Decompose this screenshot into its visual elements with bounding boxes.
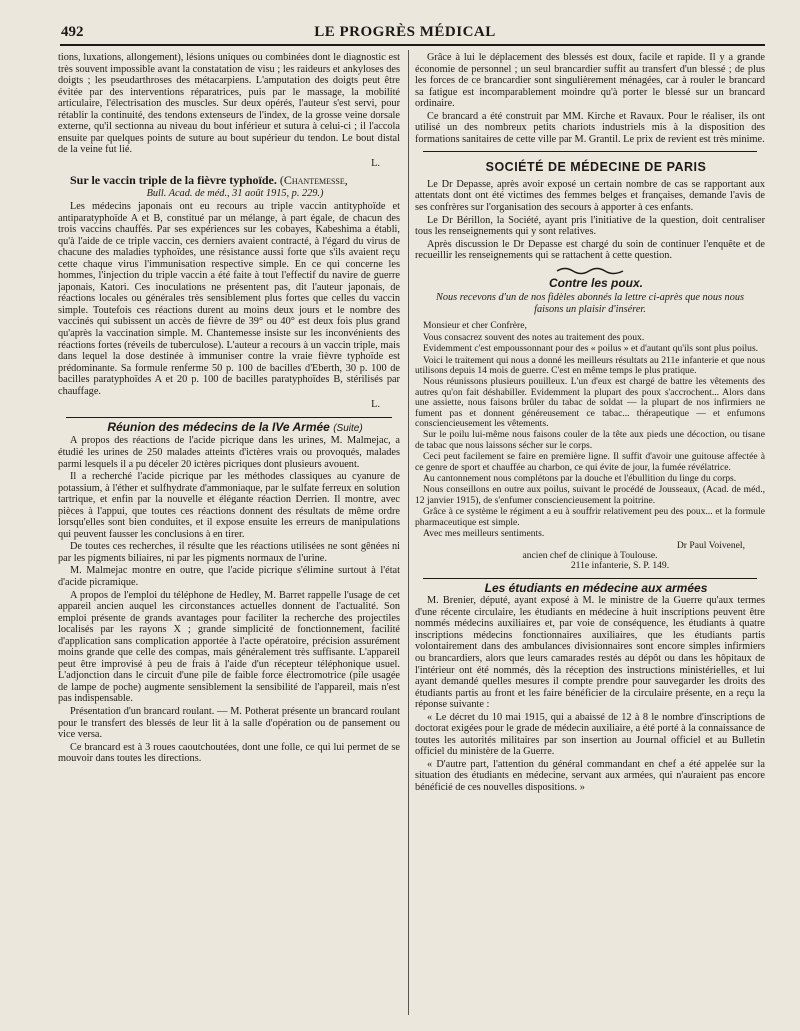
section-rule-2 — [423, 151, 757, 152]
poux-line-7: Au cantonnement nous complétons par la douche et l'ébullition du linge du corps. — [423, 473, 737, 485]
left-column — [58, 52, 400, 1014]
poux-line-10: Avec mes meilleurs sentiments. — [423, 528, 545, 540]
ornament-flourish-icon — [555, 266, 625, 276]
ornament-divider — [415, 266, 765, 276]
etudiants-paragraph-2: « Le décret du 10 mai 1915, qui a abaissé de 12 à 8 le nombre d'inscriptions de doctorat exigées pour le grade de médecin auxiliaire, a été porté à la connaissance de toutes les autorités militaires par son insertion au Journal officiel et au Bulletin officiel du ministère de la Guerre. — [415, 711, 765, 758]
poux-salutation: Monsieur et cher Confrère, — [423, 320, 527, 332]
page-number: 492 — [61, 24, 84, 40]
poux-signature-unit: 211e infanterie, S. P. 149. — [570, 560, 670, 572]
reunion-suite: (Suite) — [333, 422, 363, 434]
header-rule — [60, 44, 765, 46]
journal-title: LE PROGRÈS MÉDICAL — [314, 24, 496, 40]
continued-paragraph: tions, luxations, allongement), lésions uniques ou combinées dont le diagnostic est très souvent impossible avant la constatation de visu ; les raideurs et ankyloses des doigts ; les pseudarthroses des métacarpiens. L'amputation des doigts peut être évitée par des interventions réparatrices, puis par le massage, la mobilité articulaire, l'électrisation des muscles. Sur deux opérés, l'auteur s'est servi, pour rétablir la continuité, des tendons extenseurs de l'index, de la grosse veine dorsale externe, qu'il sectionna au niveau du bout inférieur et sutura à celui-ci ; il l'accola ensuite par quelques points de suture au bout supérieur du tendon. Le bout distal de la veine fut lié. — [58, 52, 400, 156]
poux-line-2: Evidemment c'est empoussonnant pour des « poilus » et d'autant qu'ils sont plus poilus. — [423, 343, 759, 355]
poux-section-title: Contre les poux. — [548, 275, 643, 290]
reunion-paragraph-7: Ce brancard est à 3 roues caoutchoutées, dont une folle, ce qui lui permet de se mouvoir dans toutes les directions. — [58, 741, 400, 765]
societe-section-title: SOCIÉTÉ DE MÉDECINE DE PARIS — [485, 160, 707, 175]
vaccine-author: (Chantemesse, — [279, 173, 348, 188]
signature-initial: L. — [371, 157, 380, 169]
reunion-paragraph-1: A propos des réactions de l'acide picrique dans les urines, M. Malmejac, a étudié les urines de 250 malades atteints d'ictères vrais ou provoqués, malades parmi lesquels il a pu déceler 20 ictères picriques dont plusieurs avouent. — [58, 435, 400, 470]
reunion-paragraph-2: Il a recherché l'acide picrique par les méthodes classiques au cyanure de potassium, à l'éther et sulfhydrate d'ammoniaque, par le sulfate ferreux en solution tartrique, et enfin par la nouvelle et élégante réaction Derrien. Il montre, avec pièces à l'appui, que toutes ces réactions donnent des résultats de même ordre lorsqu'elles sont bien conduites, et il expose ensuite les erreurs de manipulations qui peuvent fausser les conclusions à en tirer. — [58, 471, 400, 540]
poux-line-9: Grâce à ce système le régiment a eu à souffrir relativement peu des poux... et la formule pharmaceutique est simple. — [415, 506, 765, 528]
signature-initial-2: L. — [371, 399, 380, 411]
etudiants-section-title: Les étudiants en médecine aux armées — [484, 580, 708, 595]
etudiants-paragraph-1: M. Brenier, député, ayant exposé à M. le ministre de la Guerre qu'aux termes d'une récente circulaire, les étudiants en médecine à huit inscriptions peuvent être nommés médecins auxiliaires et, par voie de conséquence, les étudiants à quatre inscriptions médecins fonctionnaires auxiliaires, que les étudiants partis volontairement dans des ambulances divisionnaires sont encore simples infirmiers ou brancardiers, alors que leurs camarades restés au dépôt ou dans les hôpitaux de l'intérieur ont été nommés, dès la réception des instructions ministérielles, et lui ayant demandé quelles mesures il compte prendre pour sauvegarder les droits des étudiants partis au front et les faire bénéficier de la circulaire présente, en a reçu la réponse suivante : — [415, 595, 765, 711]
poux-intro: Nous recevons d'un de nos fidèles abonnés la lettre ci-après que nous nous faisons un plaisir d'insérer. — [435, 292, 744, 315]
page-header — [55, 22, 755, 44]
poux-line-5: Sur le poilu lui-même nous faisons couler de la tête aux pieds une décoction, ou tisane de tabac que nous laissons sécher sur le corps. — [415, 429, 765, 451]
poux-line-8: Nous conseillons en outre aux poilus, suivant le procédé de Jousseaux, (Acad. de méd., 12 janvier 1915), de s'enfumer consciencieusement la poitrine. — [415, 484, 765, 506]
vaccine-paragraph: Les médecins japonais ont eu recours au triple vaccin antityphoïde et antiparatyphoïde A et B, constitué par un mélange, à part égale, de chacun des trois vaccins chauffés. Par ses expériences sur les cobayes, Kabeshima a établi, qu'à l'aide de ce triple vaccin, ces derniers avaient contracté, à l'égard du virus de chacune des maladies typhoïdes, une résistance aussi forte que s'ils avaient reçu cette chaque virus l'immunisation respective simple. En ce qui concerne les hommes, l'injection du triple vaccin a été faite à tout l'effectif du navire de guerre japonais, Katori. Ces inoculations ne présentent pas, dit l'auteur japonais, de réactions locales ou générales très sensiblement plus fortes que celles du vaccin simple. Toutefois ces réactions durent au moins deux jours et le nombre des vaccinés qui subissent un accès de fièvre de 39° ou 40° est deux fois plus grand qu'après la vaccination simple. M. Chantemesse insiste sur les inconvénients des réactions fortes (réveils de tuberculose). L'auteur a recours à un vaccin triple, mais dans lequel la dose destinée à immuniser contre la vraie fièvre typhoïde est prédominante. Sa formule renferme 50 p. 100 de bacilles d'Eberth, 30 p. 100 de bacilles paratyphoïdes A et 20 p. 100 de bacilles paratyphoïdes B, stérilisés par chauffage. — [58, 201, 400, 397]
vaccine-article-title — [58, 173, 400, 187]
section-rule-3 — [423, 578, 757, 579]
column-divider — [408, 50, 409, 1015]
poux-line-1: Vous consacrez souvent des notes au traitement des poux. — [423, 331, 645, 343]
societe-paragraph-3: Après discussion le Dr Depasse est chargé du soin de continuer l'enquête et de recueillir les renseignements qui se rattachent à cette question. — [415, 238, 765, 262]
poux-letter — [415, 321, 765, 571]
etudiants-paragraph-3: « D'autre part, l'attention du général commandant en chef a été appelée sur la situation des étudiants en médecine, servant aux armées, qui n'auraient pas encore bénéficié de ces nouvelles dispositions. » — [415, 758, 765, 794]
reunion-title-text: Réunion des médecins de la IVe Armée — [107, 419, 330, 434]
section-rule — [66, 417, 392, 418]
poux-signature-title: ancien chef de clinique à Toulouse. — [522, 549, 658, 561]
poux-signature-name: Dr Paul Voivenel, — [676, 539, 745, 551]
reunion-paragraph-4: M. Malmejac montre en outre, que l'acide picrique s'élimine surtout à l'état d'acide picramique. — [58, 565, 400, 588]
societe-paragraph-2: Le Dr Bérillon, la Société, ayant pris l'initiative de la question, doit centraliser tous les renseignements qui y sont relatives. — [415, 214, 765, 238]
societe-paragraph-1: Le Dr Depasse, après avoir exposé un certain nombre de cas se rapportant aux attentats dont ont été victimes des femmes belges et françaises, demande l'avis de ses confrères sur l'organisation des secours à apporter à ces enfants. — [415, 178, 765, 214]
reunion-paragraph-6: Présentation d'un brancard roulant. — M. Potherat présente un brancard roulant pour le transfert des blessés de leur lit à la salle d'opération ou de pansement ou vice versa. — [58, 705, 400, 741]
reunion-paragraph-3: De toutes ces recherches, il résulte que les réactions utilisées ne sont gênées ni par les pigments biliaires, ni par les pigments normaux de l'urine. — [58, 541, 400, 564]
reunion-section-title — [58, 419, 400, 435]
brancard-paragraph-2: Ce brancard a été construit par MM. Kirche et Ravaux. Pour le réaliser, ils ont utilisé un des nombreux petits chariots industriels mis à la disposition des formations sanitaires de cette ville par M. Grantil. Le prix de revient est très minime. — [415, 110, 765, 145]
poux-line-4: Nous réunissons plusieurs pouilleux. L'un d'eux est chargé de battre les vêtements des autres qu'on fait déshabiller. Evidemment la plupart des poux s'accrochent... Alors dans une assiette, nous faisons brûler du tabac de soldat — la plupart de nos infirmiers ne fument pas et donnent généreusement ce tabac... thérapeutique — et enfumons consciencieusement les vêtements. — [415, 376, 765, 430]
right-column — [415, 52, 765, 1014]
vaccine-title-text: Sur le vaccin triple de la fièvre typhoïde. — [70, 173, 277, 188]
poux-line-3: Voici le traitement qui nous a donné les meilleurs résultats au 211e infanterie et que nous utilisons depuis 14 mois de guerre. C'est en même temps le plus pratique. — [415, 354, 765, 377]
poux-line-6: Ceci peut facilement se faire en première ligne. Il suffit d'avoir une guitouse affectée à ce genre de sport et chauffée au charbon, ce qui évite de jour, la fumée révélatrice. — [415, 451, 765, 473]
brancard-paragraph-1: Grâce à lui le déplacement des blessés est doux, facile et rapide. Il y a grande économie de personnel ; un seul brancardier suffit au transfert d'un blessé ; de plus les forces de ce brancardier sont singulièrement ménagées, car à rouler le brancard sa fatigue est incomparablement moindre qu'à porter le blessé sur un brancard ordinaire. — [415, 52, 765, 110]
reunion-paragraph-5: A propos de l'emploi du téléphone de Hedley, M. Barret rappelle l'usage de cet appareil ancien auquel les circonstances actuelles donnent de l'actualité. Son emploi présente de grands avantages pour faciliter la recherche des projectiles localisés par les rayons X ; grande simplicité de fonctionnement, facilité d'application sans complication apportée à l'acte opératoire, précision assurément moins grande que celle des compas, mais généralement très suffisante. L'appareil peut être improvisé à peu de frais à l'aide d'un récepteur téléphonique usuel. L'adjonction dans le circuit d'une pile de faible force électromotrice (pile usagée de lampe de poche) augmente sensiblement la sensibilité de l'appareil, mais n'est pas indispensable. — [58, 589, 400, 705]
vaccine-reference: Bull. Acad. de méd., 31 août 1915, p. 229.) — [146, 188, 324, 200]
